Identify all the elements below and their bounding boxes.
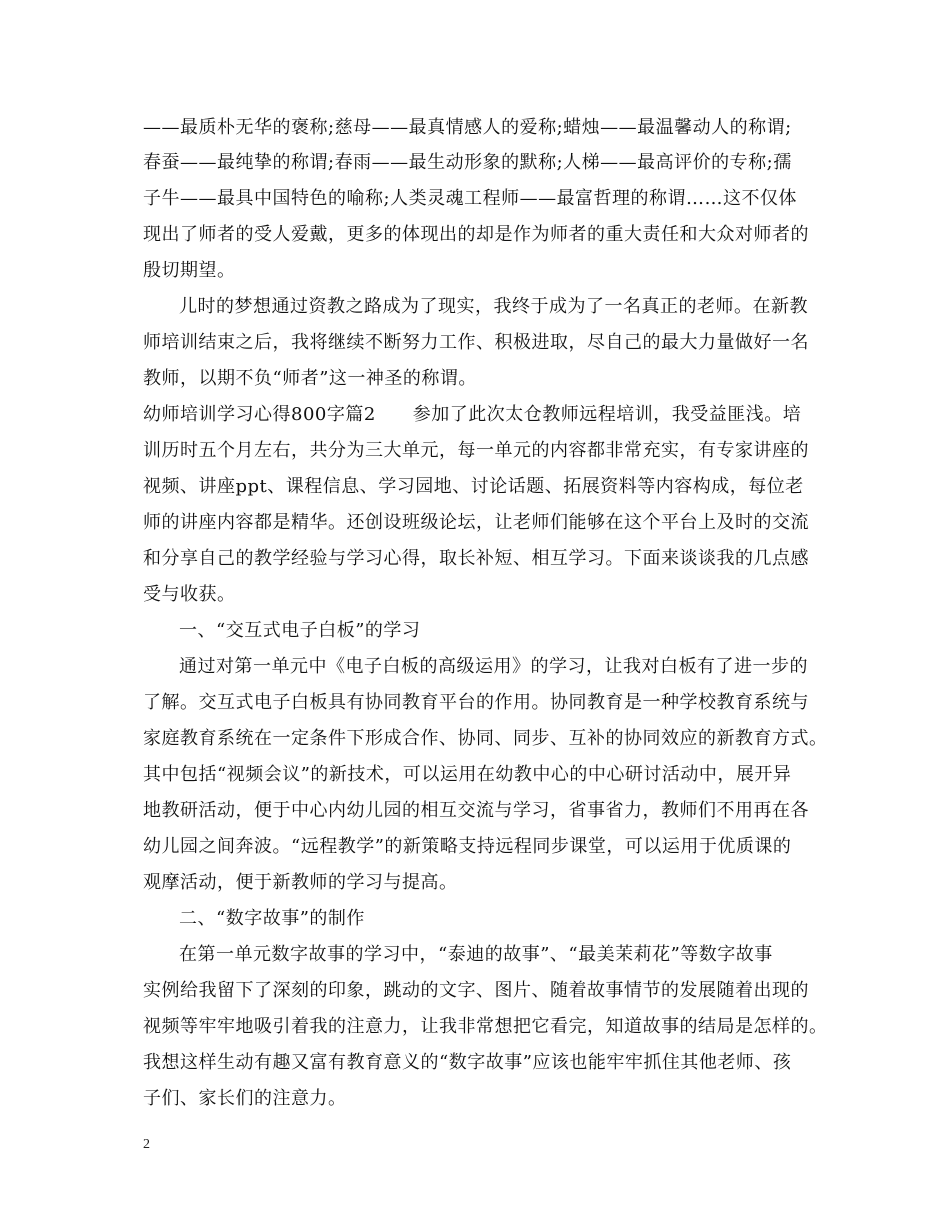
text-line: 子们、家长们的注意力。	[143, 1088, 347, 1109]
text-line: 训历时五个月左右，共分为三大单元，每一单元的内容都非常充实，有专家讲座的	[143, 440, 809, 461]
text-line: 视频等牢牢地吸引着我的注意力，让我非常想把它看完，知道故事的结局是怎样的。	[143, 1016, 828, 1037]
text-line: 现出了师者的受人爱戴，更多的体现出的却是作为师者的重大责任和大众对师者的	[143, 224, 809, 245]
paragraph-start-line: 儿时的梦想通过资教之路成为了现实，我终于成为了一名真正的老师。在新教	[179, 296, 808, 317]
text-line: 地教研活动，便于中心内幼儿园的相互交流与学习，省事省力，教师们不用再在各	[143, 800, 809, 821]
text-line: 幼儿园之间奔波。“远程教学”的新策略支持远程同步课堂，可以运用于优质课的	[143, 836, 792, 857]
text-line: ——最质朴无华的褒称;慈母——最真情感人的爱称;蜡烛——最温馨动人的称谓;	[143, 117, 792, 138]
section-heading-1: 一、“交互式电子白板”的学习	[179, 620, 421, 641]
text-line: 视频、讲座ppt、课程信息、学习园地、讨论话题、拓展资料等内容构成，每位老	[143, 476, 804, 497]
text-line: 师培训结束之后，我将继续不断努力工作、积极进取，尽自己的最大力量做好一名	[143, 332, 809, 353]
text-line: 子牛——最具中国特色的喻称;人类灵魂工程师——最富哲理的称谓……这不仅体	[143, 188, 798, 209]
text-line: 教师，以期不负“师者”这一神圣的称谓。	[143, 368, 477, 389]
section-heading-2: 二、“数字故事”的制作	[179, 908, 365, 929]
text-line: 家庭教育系统在一定条件下形成合作、协同、同步、互补的协同效应的新教育方式。	[143, 728, 828, 749]
text-line: 观摩活动，便于新教师的学习与提高。	[143, 872, 458, 893]
paragraph-start-line: 在第一单元数字故事的学习中，“泰迪的故事”、“最美茉莉花”等数字故事	[179, 944, 773, 965]
text-line: 春蚕——最纯挚的称谓;春雨——最生动形象的默称;人梯——最高评价的专称;孺	[143, 152, 792, 173]
text-line: 了解。交互式电子白板具有协同教育平台的作用。协同教育是一种学校教育系统与	[143, 692, 809, 713]
text-line: 受与收获。	[143, 584, 236, 605]
text-line: 殷切期望。	[143, 260, 236, 281]
paragraph-start-line: 通过对第一单元中《电子白板的高级运用》的学习，让我对白板有了进一步的	[179, 656, 808, 677]
text-line: 师的讲座内容都是精华。还创设班级论坛，让老师们能够在这个平台上及时的交流	[143, 512, 809, 533]
text-line: 实例给我留下了深刻的印象，跳动的文字、图片、随着故事情节的发展随着出现的	[143, 980, 809, 1001]
text-line: 和分享自己的教学经验与学习心得，取长补短、相互学习。下面来谈谈我的几点感	[143, 548, 809, 569]
article-title-line: 幼师培训学习心得800字篇2 参加了此次太仓教师远程培训，我受益匪浅。培	[143, 404, 802, 425]
text-line: 其中包括“视频会议”的新技术，可以运用在幼教中心的中心研讨活动中，展开异	[143, 764, 792, 785]
page-number: 2	[143, 1137, 150, 1152]
text-line: 我想这样生动有趣又富有教育意义的“数字故事”应该也能牢牢抓住其他老师、孩	[143, 1052, 792, 1073]
